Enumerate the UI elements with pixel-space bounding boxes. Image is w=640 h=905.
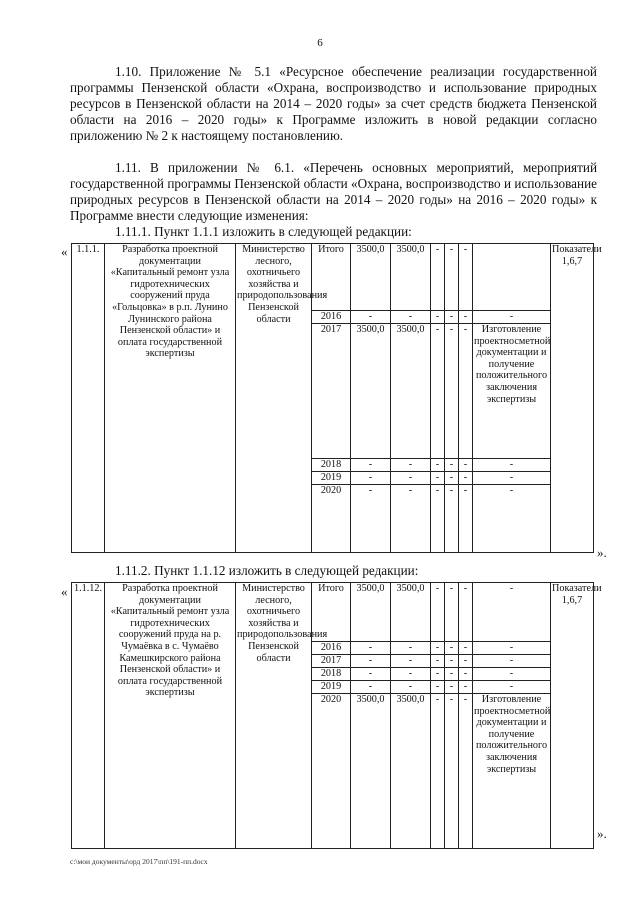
cell-c2: -	[445, 583, 459, 642]
cell-c3: -	[459, 583, 473, 642]
cell-budget: -	[391, 655, 431, 668]
measure-title: Разработка проектной документации «Капитальный ремонт узла гидротехнических сооружений пруда на р. Чумаёвка в с. Чумаёво Камешкирского района Пензенской области» и оплата государственной экспертизы	[105, 583, 236, 849]
cell-total: -	[351, 642, 391, 655]
cell-c3: -	[459, 668, 473, 681]
cell-c2: -	[445, 311, 459, 324]
cell-total: 3500,0	[351, 324, 391, 459]
cell-result: -	[473, 655, 551, 668]
cell-c2: -	[445, 485, 459, 553]
cell-result: Изготовление проектносметной документации и получение положительного заключения экспертизы	[473, 324, 551, 459]
cell-c3: -	[459, 324, 473, 459]
cell-c1: -	[431, 642, 445, 655]
cell-year: 2018	[312, 459, 351, 472]
cell-budget: 3500,0	[391, 694, 431, 849]
cell-total: 3500,0	[351, 694, 391, 849]
cell-result: -	[473, 681, 551, 694]
cell-c3: -	[459, 694, 473, 849]
cell-c1: -	[431, 324, 445, 459]
cell-total: -	[351, 311, 391, 324]
cell-c2: -	[445, 655, 459, 668]
cell-c3: -	[459, 655, 473, 668]
cell-c1: -	[431, 655, 445, 668]
cell-c1: -	[431, 485, 445, 553]
close-quote-2: ».	[597, 826, 607, 841]
cell-c1: -	[431, 681, 445, 694]
cell-c3: -	[459, 244, 473, 311]
paragraph-1-11: 1.11. В приложении № 6.1. «Перечень основных мероприятий, мероприятий государственной программы Пензенской области «Охрана, воспроизводство и использование природных ресурсов в Пензенской области на 2014 – 2020 годы» на 2016 – 2020 годы» к Программе внести следующие изменения:	[70, 160, 597, 223]
cell-result: Изготовление проектносметной документации и получение положительного заключения экспертизы	[473, 694, 551, 849]
cell-year: 2019	[312, 472, 351, 485]
cell-total: 3500,0	[351, 244, 391, 311]
indicator: Показатели 1,6,7	[551, 244, 594, 553]
cell-c3: -	[459, 459, 473, 472]
cell-c1: -	[431, 459, 445, 472]
cell-budget: -	[391, 485, 431, 553]
cell-budget: 3500,0	[391, 583, 431, 642]
cell-result: -	[473, 472, 551, 485]
cell-c2: -	[445, 472, 459, 485]
cell-budget: -	[391, 681, 431, 694]
cell-c2: -	[445, 244, 459, 311]
cell-c3: -	[459, 485, 473, 553]
item-number: 1.1.1.	[72, 244, 105, 553]
cell-budget: 3500,0	[391, 244, 431, 311]
executor: Министерство лесного, охотничьего хозяйства и природопользования Пензенской области	[236, 583, 312, 849]
indicator: Показатели 1,6,7	[551, 583, 594, 849]
cell-year: 2018	[312, 668, 351, 681]
cell-year: 2017	[312, 324, 351, 459]
cell-c1: -	[431, 583, 445, 642]
cell-budget: -	[391, 459, 431, 472]
open-quote-2: «	[61, 584, 68, 599]
cell-total: -	[351, 681, 391, 694]
cell-year: 2020	[312, 694, 351, 849]
cell-year: 2016	[312, 642, 351, 655]
cell-total: -	[351, 655, 391, 668]
cell-c1: -	[431, 694, 445, 849]
cell-c2: -	[445, 459, 459, 472]
measure-table-1-1-1	[71, 243, 602, 553]
cell-total: -	[351, 472, 391, 485]
cell-budget: -	[391, 311, 431, 324]
cell-result	[473, 244, 551, 311]
cell-c1: -	[431, 668, 445, 681]
table-row	[72, 244, 594, 311]
item-number: 1.1.12.	[72, 583, 105, 849]
paragraph-1-10: 1.10. Приложение № 5.1 «Ресурсное обеспечение реализации государственной программы Пензенской области «Охрана, воспроизводство и использование природных ресурсов в Пензенской области на 2014 – 2020 годы» за счет средств бюджета Пензенской области на 2016 – 2020 годы» к Программе изложить в новой редакции согласно приложению № 2 к настоящему постановлению.	[70, 64, 597, 143]
cell-budget: 3500,0	[391, 324, 431, 459]
table-row	[72, 583, 594, 642]
cell-c3: -	[459, 311, 473, 324]
cell-c1: -	[431, 244, 445, 311]
measure-table-1-1-12	[71, 582, 602, 849]
cell-year: Итого	[312, 583, 351, 642]
cell-c2: -	[445, 668, 459, 681]
cell-total: 3500,0	[351, 583, 391, 642]
cell-result: -	[473, 583, 551, 642]
cell-year: 2017	[312, 655, 351, 668]
cell-year: 2019	[312, 681, 351, 694]
cell-budget: -	[391, 472, 431, 485]
cell-c3: -	[459, 681, 473, 694]
cell-budget: -	[391, 642, 431, 655]
cell-result: -	[473, 311, 551, 324]
cell-c2: -	[445, 681, 459, 694]
measure-title: Разработка проектной документации «Капитальный ремонт узла гидротехнических сооружений пруда «Гольцовка» в р.п. Лунино Лунинского района Пензенской области» и оплата государственной экспертизы	[105, 244, 236, 553]
open-quote-1: «	[61, 244, 68, 259]
cell-c2: -	[445, 324, 459, 459]
cell-year: 2020	[312, 485, 351, 553]
cell-result: -	[473, 668, 551, 681]
close-quote-1: ».	[597, 545, 607, 560]
cell-budget: -	[391, 668, 431, 681]
cell-c1: -	[431, 311, 445, 324]
cell-total: -	[351, 485, 391, 553]
cell-total: -	[351, 668, 391, 681]
cell-c2: -	[445, 694, 459, 849]
cell-c3: -	[459, 472, 473, 485]
paragraph-1-11-2: 1.11.2. Пункт 1.1.12 изложить в следующей редакции:	[115, 563, 419, 578]
cell-total: -	[351, 459, 391, 472]
cell-result: -	[473, 459, 551, 472]
cell-year: Итого	[312, 244, 351, 311]
cell-result: -	[473, 642, 551, 655]
executor: Министерство лесного, охотничьего хозяйства и природопользования Пензенской области	[236, 244, 312, 553]
cell-c2: -	[445, 642, 459, 655]
footer-file-path: c:\мои документы\орд 2017\пп\191-пп.docx	[70, 857, 208, 866]
cell-c3: -	[459, 642, 473, 655]
page-number: 6	[317, 37, 323, 49]
cell-result: -	[473, 485, 551, 553]
cell-year: 2016	[312, 311, 351, 324]
paragraph-1-11-1: 1.11.1. Пункт 1.1.1 изложить в следующей редакции:	[115, 224, 412, 239]
cell-c1: -	[431, 472, 445, 485]
